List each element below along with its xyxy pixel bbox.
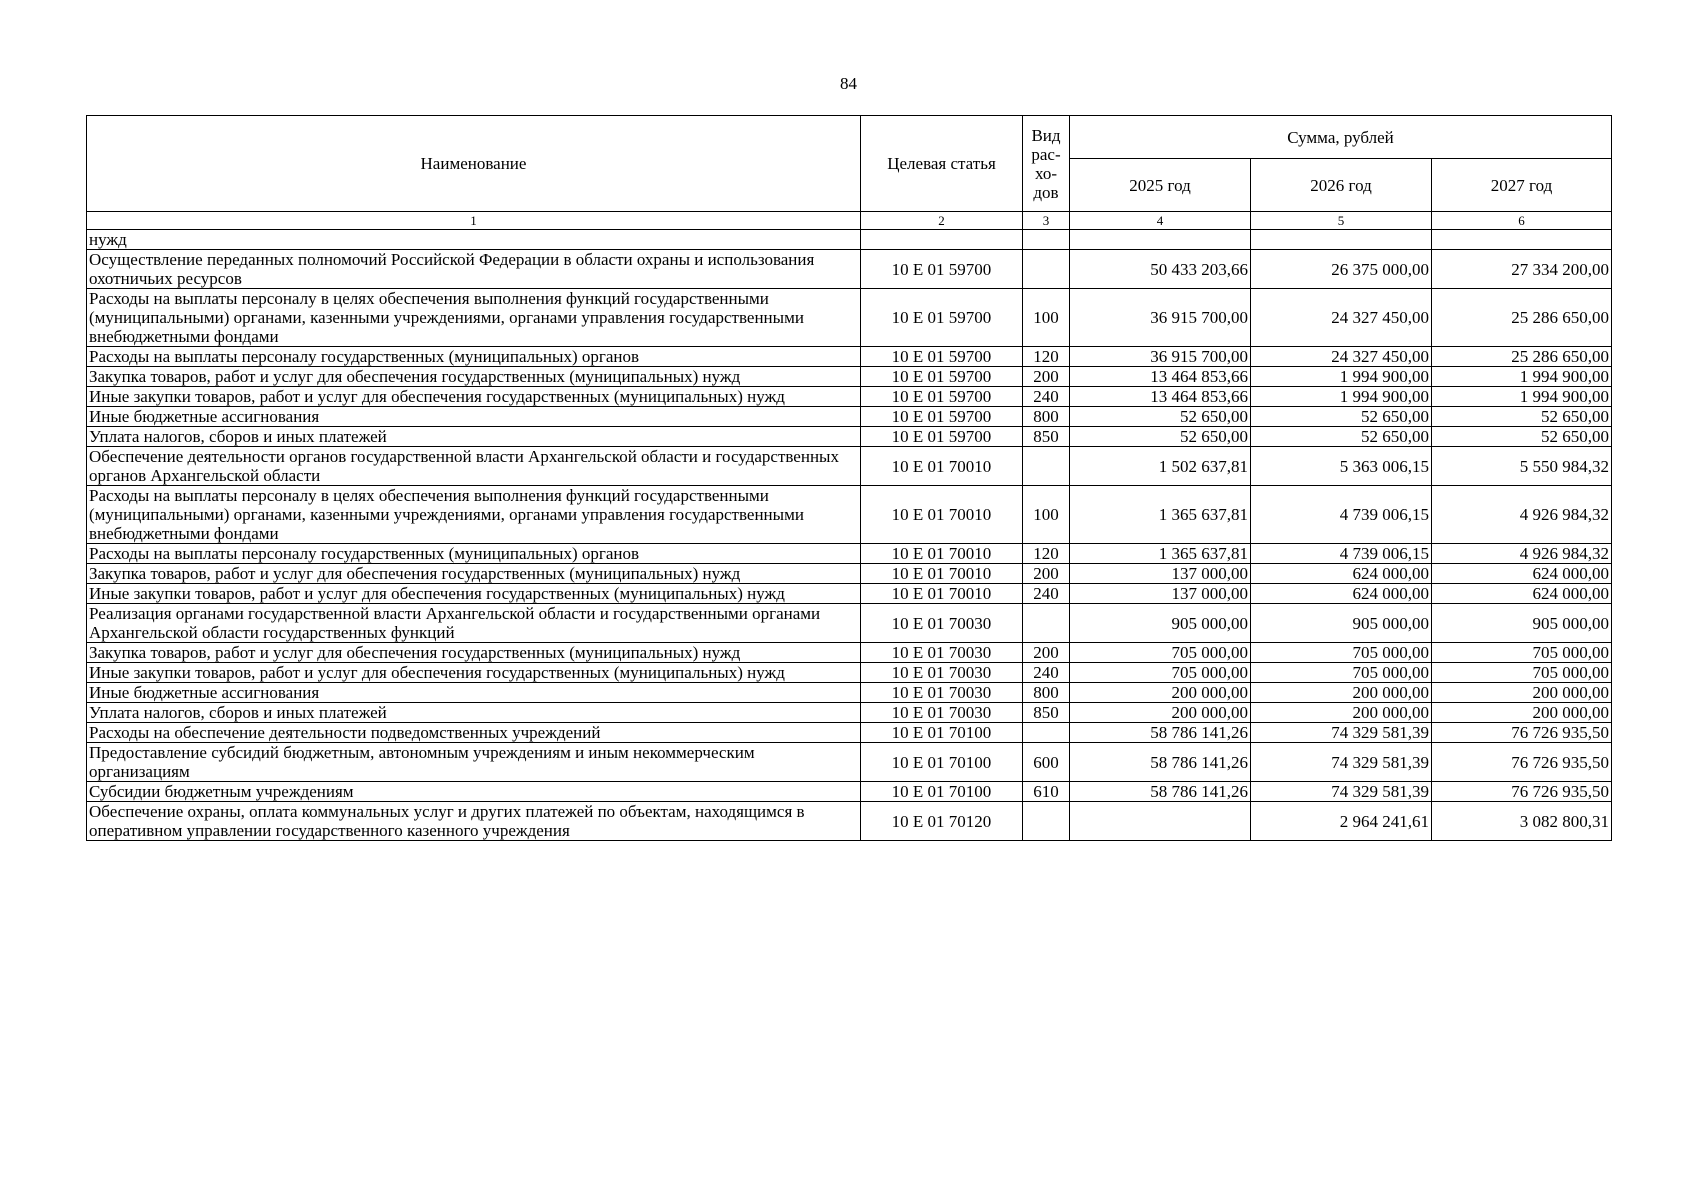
row-amount-2027: 76 726 935,50 — [1432, 782, 1612, 802]
table-row — [87, 289, 1612, 347]
row-target-article: 10 Е 01 70030 — [861, 683, 1023, 703]
row-amount-2027: 705 000,00 — [1432, 643, 1612, 663]
table-header — [87, 116, 1612, 230]
row-amount-2025: 137 000,00 — [1070, 584, 1251, 604]
row-target-article: 10 Е 01 70010 — [861, 544, 1023, 564]
row-amount-2027: 52 650,00 — [1432, 427, 1612, 447]
row-expense-type: 610 — [1023, 782, 1070, 802]
row-expense-type: 800 — [1023, 407, 1070, 427]
row-amount-2027: 5 550 984,32 — [1432, 447, 1612, 486]
row-expense-type: 100 — [1023, 289, 1070, 347]
row-target-article: 10 Е 01 70030 — [861, 703, 1023, 723]
row-target-article: 10 Е 01 70100 — [861, 782, 1023, 802]
table-row — [87, 427, 1612, 447]
row-target-article: 10 Е 01 70100 — [861, 743, 1023, 782]
row-target-article: 10 Е 01 70010 — [861, 447, 1023, 486]
table-row — [87, 387, 1612, 407]
row-amount-2025: 36 915 700,00 — [1070, 289, 1251, 347]
table-row — [87, 486, 1612, 544]
row-name: Расходы на выплаты персоналу государственных (муниципальных) органов — [87, 544, 861, 564]
row-amount-2026: 905 000,00 — [1251, 604, 1432, 643]
row-amount-2026: 200 000,00 — [1251, 683, 1432, 703]
row-amount-2025: 13 464 853,66 — [1070, 387, 1251, 407]
row-name: Закупка товаров, работ и услуг для обеспечения государственных (муниципальных) нужд — [87, 643, 861, 663]
row-expense-type: 200 — [1023, 367, 1070, 387]
header-expense-type: Вид рас-хо-дов — [1023, 116, 1070, 212]
row-amount-2025: 1 502 637,81 — [1070, 447, 1251, 486]
row-amount-2026: 4 739 006,15 — [1251, 544, 1432, 564]
row-amount-2025: 1 365 637,81 — [1070, 544, 1251, 564]
column-number: 3 — [1023, 212, 1070, 230]
row-name: Иные бюджетные ассигнования — [87, 683, 861, 703]
row-name: Расходы на выплаты персоналу в целях обеспечения выполнения функций государственными (муниципальными) органами, казенными учреждениями, органами управления государственными внебюджетными фондами — [87, 289, 861, 347]
row-amount-2027: 52 650,00 — [1432, 407, 1612, 427]
row-target-article: 10 Е 01 70100 — [861, 723, 1023, 743]
row-amount-2026: 1 994 900,00 — [1251, 387, 1432, 407]
row-target-article: 10 Е 01 59700 — [861, 250, 1023, 289]
row-name: Обеспечение охраны, оплата коммунальных услуг и других платежей по объектам, находящимся в оперативном управлении государственного казенного учреждения — [87, 802, 861, 841]
row-expense-type: 240 — [1023, 387, 1070, 407]
table-row — [87, 782, 1612, 802]
row-name: Расходы на обеспечение деятельности подведомственных учреждений — [87, 723, 861, 743]
table-row — [87, 703, 1612, 723]
row-expense-type — [1023, 230, 1070, 250]
table-row — [87, 230, 1612, 250]
row-amount-2026: 4 739 006,15 — [1251, 486, 1432, 544]
row-amount-2025: 1 365 637,81 — [1070, 486, 1251, 544]
budget-table — [86, 115, 1612, 841]
row-amount-2026 — [1251, 230, 1432, 250]
row-amount-2027: 76 726 935,50 — [1432, 723, 1612, 743]
row-amount-2026: 624 000,00 — [1251, 584, 1432, 604]
row-amount-2025: 58 786 141,26 — [1070, 743, 1251, 782]
row-name: Иные закупки товаров, работ и услуг для обеспечения государственных (муниципальных) нужд — [87, 387, 861, 407]
row-expense-type: 240 — [1023, 663, 1070, 683]
row-name: Иные бюджетные ассигнования — [87, 407, 861, 427]
header-year-2025: 2025 год — [1070, 159, 1251, 212]
row-expense-type — [1023, 250, 1070, 289]
row-name: Реализация органами государственной власти Архангельской области и государственными органами Архангельской области государственных функций — [87, 604, 861, 643]
row-expense-type: 200 — [1023, 564, 1070, 584]
row-expense-type: 850 — [1023, 427, 1070, 447]
row-amount-2025: 200 000,00 — [1070, 683, 1251, 703]
row-amount-2027: 25 286 650,00 — [1432, 347, 1612, 367]
row-amount-2026: 200 000,00 — [1251, 703, 1432, 723]
row-amount-2025: 705 000,00 — [1070, 643, 1251, 663]
row-name: Расходы на выплаты персоналу государственных (муниципальных) органов — [87, 347, 861, 367]
row-amount-2025: 58 786 141,26 — [1070, 723, 1251, 743]
row-name: Уплата налогов, сборов и иных платежей — [87, 703, 861, 723]
row-name: Иные закупки товаров, работ и услуг для обеспечения государственных (муниципальных) нужд — [87, 584, 861, 604]
column-number: 5 — [1251, 212, 1432, 230]
row-expense-type — [1023, 723, 1070, 743]
row-amount-2025: 705 000,00 — [1070, 663, 1251, 683]
row-target-article — [861, 230, 1023, 250]
row-target-article: 10 Е 01 59700 — [861, 407, 1023, 427]
row-amount-2027: 200 000,00 — [1432, 683, 1612, 703]
row-amount-2026: 5 363 006,15 — [1251, 447, 1432, 486]
row-amount-2025: 50 433 203,66 — [1070, 250, 1251, 289]
row-amount-2027: 76 726 935,50 — [1432, 743, 1612, 782]
row-amount-2027: 1 994 900,00 — [1432, 367, 1612, 387]
row-name: Уплата налогов, сборов и иных платежей — [87, 427, 861, 447]
row-target-article: 10 Е 01 70120 — [861, 802, 1023, 841]
table-row — [87, 250, 1612, 289]
row-target-article: 10 Е 01 70010 — [861, 584, 1023, 604]
row-amount-2027: 3 082 800,31 — [1432, 802, 1612, 841]
header-name: Наименование — [87, 116, 861, 212]
table-row — [87, 367, 1612, 387]
row-amount-2025: 52 650,00 — [1070, 407, 1251, 427]
table-row — [87, 584, 1612, 604]
row-expense-type — [1023, 604, 1070, 643]
table-row — [87, 564, 1612, 584]
column-number: 4 — [1070, 212, 1251, 230]
table-row — [87, 802, 1612, 841]
row-amount-2026: 24 327 450,00 — [1251, 289, 1432, 347]
row-expense-type: 120 — [1023, 544, 1070, 564]
row-amount-2026: 705 000,00 — [1251, 663, 1432, 683]
row-amount-2025: 905 000,00 — [1070, 604, 1251, 643]
row-expense-type — [1023, 447, 1070, 486]
row-amount-2025 — [1070, 802, 1251, 841]
row-amount-2025 — [1070, 230, 1251, 250]
row-target-article: 10 Е 01 70010 — [861, 486, 1023, 544]
row-target-article: 10 Е 01 59700 — [861, 367, 1023, 387]
row-amount-2026: 74 329 581,39 — [1251, 743, 1432, 782]
column-number: 1 — [87, 212, 861, 230]
row-amount-2026: 24 327 450,00 — [1251, 347, 1432, 367]
row-expense-type: 800 — [1023, 683, 1070, 703]
row-expense-type: 100 — [1023, 486, 1070, 544]
row-amount-2026: 74 329 581,39 — [1251, 723, 1432, 743]
row-amount-2026: 52 650,00 — [1251, 427, 1432, 447]
row-amount-2026: 2 964 241,61 — [1251, 802, 1432, 841]
header-target-article: Целевая статья — [861, 116, 1023, 212]
row-expense-type: 120 — [1023, 347, 1070, 367]
row-amount-2027: 624 000,00 — [1432, 584, 1612, 604]
table-row — [87, 544, 1612, 564]
table-row — [87, 447, 1612, 486]
row-name: Осуществление переданных полномочий Российской Федерации в области охраны и использования охотничьих ресурсов — [87, 250, 861, 289]
row-target-article: 10 Е 01 59700 — [861, 427, 1023, 447]
table-body — [87, 230, 1612, 841]
row-target-article: 10 Е 01 59700 — [861, 289, 1023, 347]
row-amount-2026: 52 650,00 — [1251, 407, 1432, 427]
row-expense-type — [1023, 802, 1070, 841]
row-amount-2025: 137 000,00 — [1070, 564, 1251, 584]
row-target-article: 10 Е 01 59700 — [861, 347, 1023, 367]
row-expense-type: 200 — [1023, 643, 1070, 663]
row-target-article: 10 Е 01 59700 — [861, 387, 1023, 407]
row-amount-2026: 1 994 900,00 — [1251, 367, 1432, 387]
row-amount-2027: 624 000,00 — [1432, 564, 1612, 584]
row-target-article: 10 Е 01 70030 — [861, 643, 1023, 663]
row-amount-2026: 26 375 000,00 — [1251, 250, 1432, 289]
row-name: нужд — [87, 230, 861, 250]
row-target-article: 10 Е 01 70030 — [861, 604, 1023, 643]
row-expense-type: 850 — [1023, 703, 1070, 723]
table-row — [87, 347, 1612, 367]
row-name: Предоставление субсидий бюджетным, автономным учреждениям и иным некоммерческим организациям — [87, 743, 861, 782]
row-amount-2025: 58 786 141,26 — [1070, 782, 1251, 802]
row-amount-2026: 74 329 581,39 — [1251, 782, 1432, 802]
table-row — [87, 407, 1612, 427]
column-number: 2 — [861, 212, 1023, 230]
column-number-row — [87, 212, 1612, 230]
table-row — [87, 743, 1612, 782]
row-name: Расходы на выплаты персоналу в целях обеспечения выполнения функций государственными (муниципальными) органами, казенными учреждениями, органами управления государственными внебюджетными фондами — [87, 486, 861, 544]
table-row — [87, 683, 1612, 703]
header-year-2027: 2027 год — [1432, 159, 1612, 212]
page-number: 84 — [840, 74, 857, 93]
row-target-article: 10 Е 01 70030 — [861, 663, 1023, 683]
row-expense-type: 600 — [1023, 743, 1070, 782]
column-number: 6 — [1432, 212, 1612, 230]
row-name: Закупка товаров, работ и услуг для обеспечения государственных (муниципальных) нужд — [87, 367, 861, 387]
row-amount-2026: 624 000,00 — [1251, 564, 1432, 584]
header-sum: Сумма, рублей — [1070, 116, 1612, 159]
row-amount-2027 — [1432, 230, 1612, 250]
header-year-2026: 2026 год — [1251, 159, 1432, 212]
row-target-article: 10 Е 01 70010 — [861, 564, 1023, 584]
table-row — [87, 723, 1612, 743]
table-row — [87, 663, 1612, 683]
row-amount-2027: 200 000,00 — [1432, 703, 1612, 723]
row-amount-2026: 705 000,00 — [1251, 643, 1432, 663]
table-row — [87, 643, 1612, 663]
table-row — [87, 604, 1612, 643]
row-expense-type: 240 — [1023, 584, 1070, 604]
row-amount-2027: 4 926 984,32 — [1432, 486, 1612, 544]
row-amount-2027: 25 286 650,00 — [1432, 289, 1612, 347]
row-amount-2025: 13 464 853,66 — [1070, 367, 1251, 387]
row-amount-2025: 200 000,00 — [1070, 703, 1251, 723]
row-amount-2027: 27 334 200,00 — [1432, 250, 1612, 289]
row-name: Закупка товаров, работ и услуг для обеспечения государственных (муниципальных) нужд — [87, 564, 861, 584]
row-name: Иные закупки товаров, работ и услуг для обеспечения государственных (муниципальных) нужд — [87, 663, 861, 683]
row-name: Обеспечение деятельности органов государственной власти Архангельской области и государственных органов Архангельской области — [87, 447, 861, 486]
row-amount-2025: 52 650,00 — [1070, 427, 1251, 447]
row-amount-2027: 705 000,00 — [1432, 663, 1612, 683]
row-amount-2025: 36 915 700,00 — [1070, 347, 1251, 367]
row-amount-2027: 905 000,00 — [1432, 604, 1612, 643]
row-name: Субсидии бюджетным учреждениям — [87, 782, 861, 802]
row-amount-2027: 4 926 984,32 — [1432, 544, 1612, 564]
row-amount-2027: 1 994 900,00 — [1432, 387, 1612, 407]
